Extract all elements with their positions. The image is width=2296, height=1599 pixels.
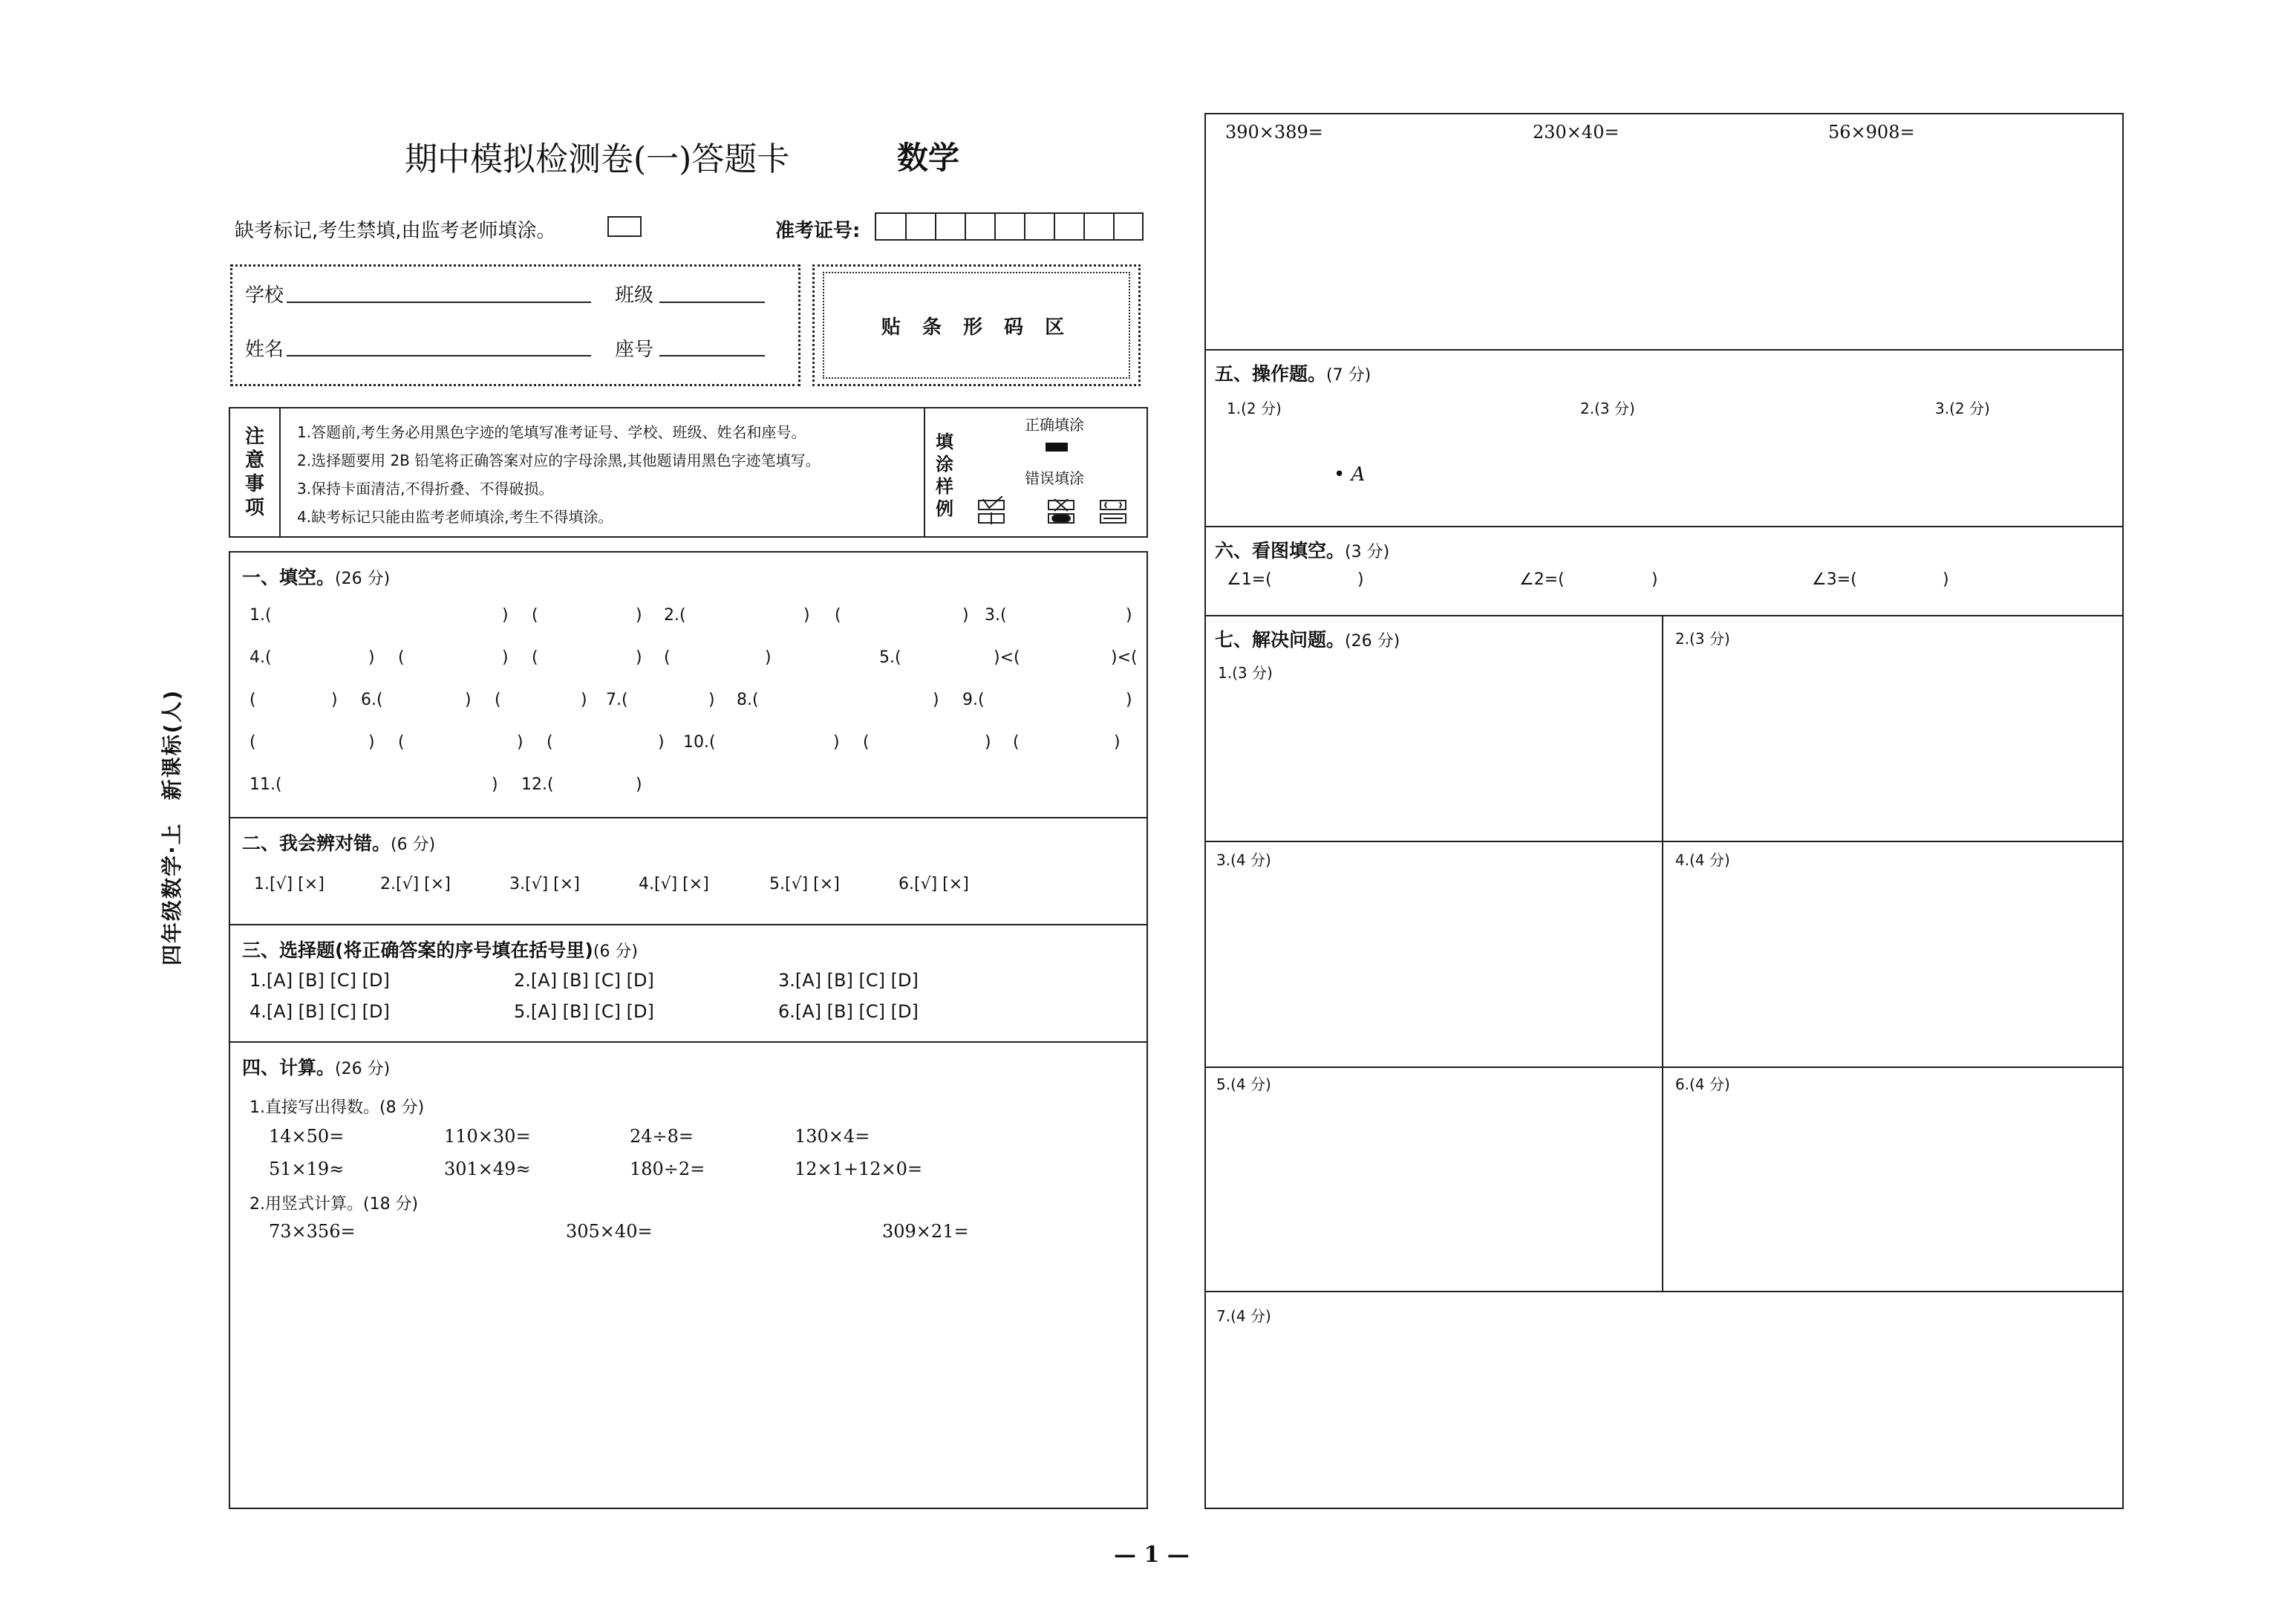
fill-item[interactable]: ( bbox=[250, 691, 256, 709]
truefalse-marks[interactable]: [√] [×] bbox=[654, 875, 709, 893]
section6-points: (3 分) bbox=[1345, 543, 1390, 561]
calc-item[interactable]: 12×1+12×0= bbox=[795, 1159, 923, 1179]
sample-title-char: 样 bbox=[936, 476, 953, 497]
class-label: 班级 bbox=[615, 284, 654, 307]
right-answer-box bbox=[1204, 113, 2124, 1509]
section4-part2: 2.用竖式计算。(18 分) bbox=[250, 1195, 419, 1214]
seat-field[interactable] bbox=[659, 355, 765, 356]
notes-divider-right bbox=[924, 407, 925, 538]
fill-item[interactable]: 12.( bbox=[521, 775, 554, 794]
fill-row-4 bbox=[250, 733, 1141, 755]
choice-item[interactable] bbox=[250, 1001, 390, 1022]
section2-points: (6 分) bbox=[391, 836, 436, 854]
fill-item[interactable]: ) bbox=[368, 648, 375, 667]
truefalse-marks[interactable]: [√] [×] bbox=[396, 875, 451, 893]
fill-item[interactable]: ( bbox=[532, 606, 538, 625]
angle-item[interactable]: ∠1=( bbox=[1227, 570, 1272, 589]
fill-item[interactable]: ) bbox=[368, 733, 375, 752]
angle-item[interactable]: ) bbox=[1357, 570, 1364, 589]
section7-title-text: 七、解决问题。 bbox=[1215, 629, 1346, 651]
calc-item[interactable]: 14×50= bbox=[269, 1126, 345, 1147]
fill-item[interactable]: )<( bbox=[1111, 648, 1138, 667]
calc-row-4 bbox=[1225, 122, 2101, 147]
name-field[interactable] bbox=[287, 355, 591, 356]
fill-item[interactable]: ) bbox=[636, 606, 642, 625]
choice-options[interactable]: [A] [B] [C] [D] bbox=[266, 1001, 390, 1022]
fill-item[interactable]: ( bbox=[532, 648, 538, 667]
wrong-fill-label: 错误填涂 bbox=[1025, 469, 1084, 487]
choice-item[interactable] bbox=[778, 970, 919, 991]
fill-row-1 bbox=[250, 606, 1141, 628]
fill-item[interactable]: 1.( bbox=[250, 606, 272, 625]
note-item: 2.选择题要用 2B 铅笔将正确答案对应的字母涂黑,其他题请用黑色字迹笔填写。 bbox=[297, 452, 821, 469]
divider bbox=[1204, 526, 2124, 527]
sample-title bbox=[936, 431, 956, 520]
section5-title bbox=[1215, 359, 1371, 386]
exam-id-label: 准考证号: bbox=[775, 220, 861, 242]
note-item: 1.答题前,考生务必用黑色字迹的笔填写准考证号、学校、班级、姓名和座号。 bbox=[297, 423, 806, 441]
choice-options[interactable]: [A] [B] [C] [D] bbox=[795, 970, 919, 991]
section4-title bbox=[242, 1053, 390, 1080]
fill-item[interactable]: ) bbox=[803, 606, 810, 625]
section1-title-text: 一、填空。 bbox=[242, 567, 336, 588]
item-number: 1. bbox=[250, 970, 267, 991]
divider bbox=[1204, 615, 2124, 616]
fill-item[interactable]: ( bbox=[547, 733, 553, 752]
correct-fill-label: 正确填涂 bbox=[1025, 416, 1084, 434]
fill-item[interactable]: )<( bbox=[994, 648, 1020, 667]
fill-item[interactable]: ) bbox=[765, 648, 772, 667]
item-number: 6. bbox=[898, 875, 914, 893]
fill-row-2 bbox=[250, 648, 1141, 671]
item-number: 3. bbox=[509, 875, 525, 893]
fill-item[interactable]: 5.( bbox=[879, 648, 901, 667]
note-item: 4.缺考标记只能由监考老师填涂,考生不得填涂。 bbox=[297, 508, 613, 526]
angle-item[interactable]: ∠2=( bbox=[1519, 570, 1565, 589]
problem-5[interactable]: 5.(4 分) bbox=[1216, 1075, 1271, 1093]
fill-item[interactable]: ( bbox=[495, 691, 501, 709]
exam-id-grid[interactable] bbox=[875, 212, 1144, 241]
item-number: 1. bbox=[254, 875, 270, 893]
calc-item[interactable]: 305×40= bbox=[566, 1221, 653, 1242]
section5-item[interactable]: 1.(2 分) bbox=[1227, 400, 1282, 417]
point-dot: • bbox=[1334, 463, 1351, 486]
fill-item[interactable]: ) bbox=[502, 648, 509, 667]
divider bbox=[1204, 1066, 2124, 1068]
choice-item[interactable] bbox=[514, 970, 654, 991]
calc-item[interactable]: 110×30= bbox=[444, 1126, 531, 1147]
section5-title-text: 五、操作题。 bbox=[1215, 363, 1327, 385]
calc-item[interactable]: 309×21= bbox=[882, 1221, 969, 1242]
seat-label: 座号 bbox=[615, 339, 654, 361]
section1-points: (26 分) bbox=[335, 570, 391, 588]
choice-options[interactable]: [A] [B] [C] [D] bbox=[530, 1001, 654, 1022]
section4-part1: 1.直接写出得数。(8 分) bbox=[250, 1098, 425, 1117]
fill-row-3 bbox=[250, 691, 1141, 713]
note-item: 3.保持卡面清洁,不得折叠、不得破损。 bbox=[297, 480, 554, 498]
fill-item[interactable]: 11.( bbox=[250, 775, 282, 794]
subject-title: 数学 bbox=[897, 140, 960, 176]
fill-row-5 bbox=[250, 775, 1141, 798]
section3-title bbox=[242, 936, 638, 963]
calc-item[interactable]: 301×49≈ bbox=[444, 1159, 531, 1179]
choice-item[interactable] bbox=[514, 1001, 654, 1022]
column-divider bbox=[1662, 615, 1663, 1291]
section2-title bbox=[242, 829, 435, 856]
fill-item[interactable]: ) bbox=[492, 775, 498, 794]
section3-points: (6 分) bbox=[593, 942, 639, 961]
truefalse-item[interactable] bbox=[769, 875, 840, 893]
fill-item[interactable]: ) bbox=[517, 733, 524, 752]
choice-item[interactable] bbox=[778, 1001, 919, 1022]
truefalse-marks[interactable]: [√] [×] bbox=[270, 875, 324, 893]
calc-item[interactable]: 51×19≈ bbox=[269, 1159, 345, 1179]
fill-item[interactable]: ( bbox=[664, 648, 671, 667]
notes-title-char: 注 bbox=[245, 426, 265, 448]
calc-item[interactable]: 230×40= bbox=[1533, 122, 1620, 143]
calc-row-3 bbox=[269, 1221, 1086, 1246]
school-label: 学校 bbox=[245, 284, 284, 307]
sample-title-char: 涂 bbox=[936, 454, 953, 475]
fill-item[interactable]: 10.( bbox=[683, 733, 716, 752]
angle-item[interactable]: ∠3=( bbox=[1812, 570, 1857, 589]
section5-item[interactable]: 3.(2 分) bbox=[1935, 400, 1990, 417]
sample-title-char: 填 bbox=[936, 431, 953, 452]
side-label: 四年级数学·上 新课标(人) bbox=[160, 688, 184, 965]
divider bbox=[229, 817, 1148, 818]
fill-item[interactable]: 6.( bbox=[361, 691, 383, 709]
section7-points: (26 分) bbox=[1345, 632, 1400, 651]
fill-item[interactable]: ( bbox=[398, 648, 405, 667]
fill-item[interactable]: 2.( bbox=[664, 606, 686, 625]
fill-item[interactable]: ) bbox=[465, 691, 472, 709]
divider bbox=[1204, 841, 2124, 842]
fill-item[interactable]: ) bbox=[658, 733, 665, 752]
fill-item[interactable]: 3.( bbox=[985, 606, 1007, 625]
choice-options[interactable]: [A] [B] [C] [D] bbox=[795, 1001, 919, 1022]
fill-item[interactable]: ) bbox=[502, 606, 509, 625]
correct-fill-sample bbox=[1046, 443, 1068, 452]
sample-title-char: 例 bbox=[936, 498, 953, 519]
page-number: — 1 — bbox=[1114, 1542, 1190, 1568]
calc-item[interactable]: 390×389= bbox=[1225, 122, 1323, 143]
item-number: 5. bbox=[769, 875, 785, 893]
fill-item[interactable]: ) bbox=[1126, 606, 1132, 625]
section6-title bbox=[1215, 536, 1389, 563]
item-number: 4. bbox=[639, 875, 654, 893]
section1-title bbox=[242, 563, 390, 590]
problem-3[interactable]: 3.(4 分) bbox=[1216, 851, 1271, 869]
divider bbox=[229, 924, 1148, 925]
fill-item[interactable]: ( bbox=[250, 733, 256, 752]
choice-options[interactable]: [A] [B] [C] [D] bbox=[266, 970, 390, 991]
section6-title-text: 六、看图填空。 bbox=[1215, 540, 1346, 561]
fill-item[interactable]: 8.( bbox=[737, 691, 759, 709]
problem-7[interactable]: 7.(4 分) bbox=[1216, 1307, 1271, 1325]
point-a bbox=[1334, 463, 1365, 486]
section7-title bbox=[1215, 625, 1400, 652]
absent-checkbox[interactable] bbox=[607, 216, 642, 237]
fill-item[interactable]: ) bbox=[985, 733, 991, 752]
section5-item[interactable]: 2.(3 分) bbox=[1580, 400, 1635, 417]
point-a-label: A bbox=[1351, 463, 1366, 486]
truefalse-item[interactable] bbox=[898, 875, 969, 893]
problem-1[interactable]: 1.(3 分) bbox=[1218, 664, 1273, 682]
divider bbox=[1204, 349, 2124, 351]
school-field[interactable] bbox=[287, 302, 591, 303]
fill-item[interactable]: ) bbox=[833, 733, 840, 752]
calc-row-2 bbox=[269, 1159, 1086, 1184]
section4-points: (26 分) bbox=[335, 1060, 391, 1078]
fill-item[interactable]: ( bbox=[398, 733, 405, 752]
fill-item[interactable]: ) bbox=[331, 691, 338, 709]
fill-item[interactable]: ( bbox=[1013, 733, 1020, 752]
choice-item[interactable] bbox=[250, 970, 390, 991]
calc-item[interactable]: 24÷8= bbox=[630, 1126, 694, 1147]
section3-title-text: 三、选择题(将正确答案的序号填在括号里) bbox=[242, 939, 593, 961]
problem-4[interactable]: 4.(4 分) bbox=[1675, 851, 1730, 869]
notes-title-char: 意 bbox=[245, 449, 265, 472]
page-title: 期中模拟检测卷(一)答题卡 bbox=[405, 140, 790, 178]
fill-item[interactable]: 4.( bbox=[250, 648, 272, 667]
truefalse-item[interactable] bbox=[254, 875, 324, 893]
calc-item[interactable]: 130×4= bbox=[795, 1126, 870, 1147]
item-number: 3. bbox=[778, 970, 795, 991]
section4-title-text: 四、计算。 bbox=[242, 1057, 336, 1078]
barcode-label: 贴 条 形 码 区 bbox=[881, 316, 1072, 339]
notes-divider-left bbox=[279, 407, 281, 538]
item-number: 6. bbox=[778, 1001, 795, 1022]
truefalse-marks[interactable]: [√] [×] bbox=[525, 875, 580, 893]
fill-item[interactable]: ) bbox=[636, 648, 642, 667]
student-info-box bbox=[230, 264, 800, 386]
fill-item[interactable]: ( bbox=[863, 733, 870, 752]
item-number: 2. bbox=[514, 970, 531, 991]
choice-grid bbox=[250, 970, 1066, 1037]
divider bbox=[229, 1041, 1148, 1043]
calc-item[interactable]: 180÷2= bbox=[630, 1159, 705, 1179]
name-label: 姓名 bbox=[245, 339, 284, 361]
fill-item[interactable]: ) bbox=[1126, 691, 1132, 709]
item-number: 5. bbox=[514, 1001, 531, 1022]
notes-title bbox=[245, 425, 267, 520]
fill-item[interactable]: ) bbox=[636, 775, 642, 794]
truefalse-marks[interactable]: [√] [×] bbox=[914, 875, 969, 893]
notes-title-char: 项 bbox=[245, 497, 265, 519]
fill-item[interactable]: ) bbox=[708, 691, 715, 709]
fill-item[interactable]: ) bbox=[962, 606, 969, 625]
fill-item[interactable]: ) bbox=[1114, 733, 1121, 752]
fill-item[interactable]: ( bbox=[835, 606, 841, 625]
absent-label: 缺考标记,考生禁填,由监考老师填涂。 bbox=[235, 220, 556, 242]
truefalse-row bbox=[254, 875, 1071, 897]
fill-item[interactable]: 7.( bbox=[606, 691, 628, 709]
section2-title-text: 二、我会辨对错。 bbox=[242, 833, 391, 854]
angle-item[interactable]: ) bbox=[1651, 570, 1658, 589]
notes-title-char: 事 bbox=[245, 473, 265, 495]
item-number: 4. bbox=[250, 1001, 267, 1022]
item-number: 2. bbox=[380, 875, 396, 893]
fill-item[interactable]: 9.( bbox=[962, 691, 985, 709]
fill-item[interactable]: ) bbox=[581, 691, 587, 709]
class-field[interactable] bbox=[659, 302, 765, 303]
calc-item[interactable]: 56×908= bbox=[1828, 122, 1915, 143]
angle-row bbox=[1227, 570, 2103, 593]
wrong-fill-samples bbox=[973, 496, 1144, 533]
truefalse-item[interactable] bbox=[509, 875, 580, 893]
divider bbox=[1204, 1291, 2124, 1292]
truefalse-item[interactable] bbox=[380, 875, 451, 893]
calc-item[interactable]: 73×356= bbox=[269, 1221, 356, 1242]
calc-row-1 bbox=[269, 1126, 1086, 1151]
fill-item[interactable]: ) bbox=[933, 691, 939, 709]
truefalse-item[interactable] bbox=[639, 875, 709, 893]
section5-points: (7 分) bbox=[1326, 366, 1372, 385]
problem-2[interactable]: 2.(3 分) bbox=[1675, 630, 1730, 648]
angle-item[interactable]: ) bbox=[1943, 570, 1949, 589]
choice-options[interactable]: [A] [B] [C] [D] bbox=[530, 970, 654, 991]
problem-6[interactable]: 6.(4 分) bbox=[1675, 1075, 1730, 1093]
truefalse-marks[interactable]: [√] [×] bbox=[785, 875, 840, 893]
